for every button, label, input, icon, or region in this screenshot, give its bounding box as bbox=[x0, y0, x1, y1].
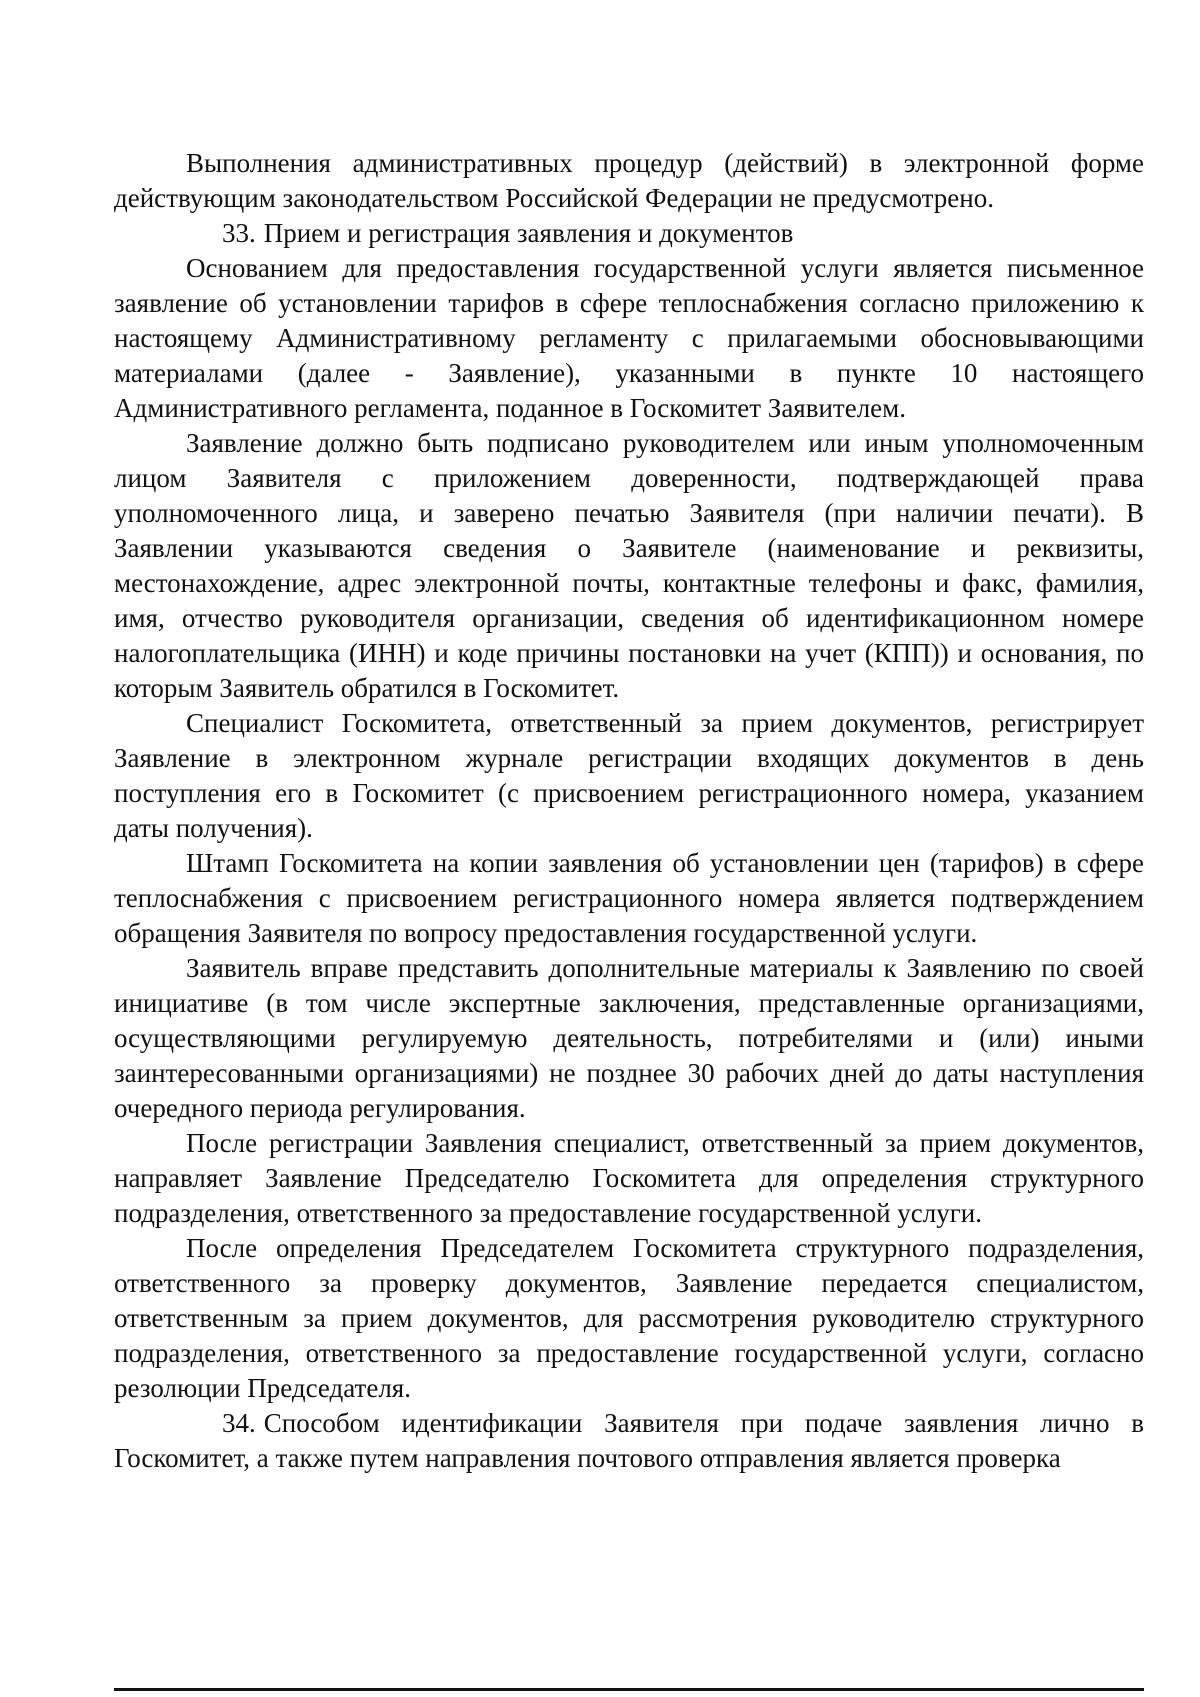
paragraph-intro: Выполнения административных процедур (действий) в электронной форме действующим законодательством Российской Федерации не предусмотрено. bbox=[114, 148, 1144, 213]
paragraph-basis: Основанием для предоставления государственной услуги является письменное заявление об установлении тарифов в сфере теплоснабжения согласно приложению к настоящему Административному регламенту с прилагаемыми обосновывающими материалами (далее - Заявление), указанными в пункте 10 настоящего Административного регламента, поданное в Госкомитет Заявителем. bbox=[114, 253, 1144, 423]
paragraph-after-registration: После регистрации Заявления специалист, ответственный за прием документов, направляет Заявление Председателю Госкомитета для определения структурного подразделения, ответственного за предоставление государственной услуги. bbox=[114, 1128, 1144, 1228]
section-item-33 bbox=[114, 216, 1144, 251]
document-page bbox=[114, 146, 1144, 1476]
item-number: 33. bbox=[222, 218, 256, 248]
item-text: Способом идентификации Заявителя при подаче заявления лично в Госкомитет, а также путем направления почтового отправления является проверка bbox=[114, 1408, 1144, 1473]
paragraph-resolution: После определения Председателем Госкомитета структурного подразделения, ответственного за проверку документов, Заявление передается специалистом, ответственным за прием документов, для рассмотрения руководителю структурного подразделения, ответственного за предоставление государственной услуги, согласно резолюции Председателя. bbox=[114, 1233, 1144, 1403]
item-heading: Прием и регистрация заявления и документов bbox=[263, 218, 794, 248]
paragraph-signature: Заявление должно быть подписано руководителем или иным уполномоченным лицом Заявителя с приложением доверенности, подтверждающей права уполномоченного лица, и заверено печатью Заявителя (при наличии печати). В Заявлении указываются сведения о Заявителе (наименование и реквизиты, местонахождение, адрес электронной почты, контактные телефоны и факс, фамилия, имя, отчество руководителя организации, сведения об идентификационном номере налогоплательщика (ИНН) и коде причины постановки на учет (КПП)) и основания, по которым Заявитель обратился в Госкомитет. bbox=[114, 428, 1144, 703]
footer-divider bbox=[114, 1688, 1144, 1691]
paragraph-stamp: Штамп Госкомитета на копии заявления об установлении цен (тарифов) в сфере теплоснабжения с присвоением регистрационного номера является подтверждением обращения Заявителя по вопросу предоставления государственной услуги. bbox=[114, 848, 1144, 948]
paragraph-additional-materials: Заявитель вправе представить дополнительные материалы к Заявлению по своей инициативе (в том числе экспертные заключения, представленные организациями, осуществляющими регулируемую деятельность, потребителями и (или) иными заинтересованными организациями) не позднее 30 рабочих дней до даты наступления очередного периода регулирования. bbox=[114, 953, 1144, 1123]
section-item-34 bbox=[114, 1406, 1144, 1476]
item-number: 34. bbox=[222, 1408, 256, 1438]
paragraph-registration: Специалист Госкомитета, ответственный за прием документов, регистрирует Заявление в электронном журнале регистрации входящих документов в день поступления его в Госкомитет (с присвоением регистрационного номера, указанием даты получения). bbox=[114, 708, 1144, 843]
